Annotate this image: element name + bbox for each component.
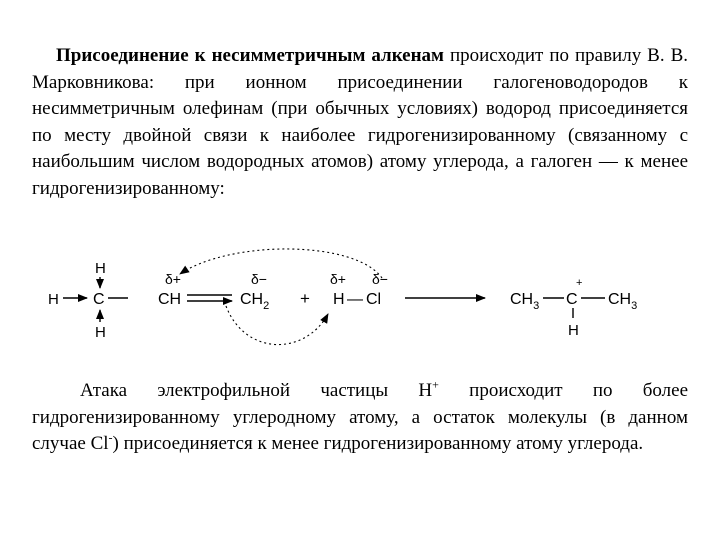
proton-charge: + xyxy=(432,377,439,392)
paragraph-markovnikov-rule xyxy=(32,43,688,202)
ch2-main: CH xyxy=(240,291,264,308)
plus-sign: + xyxy=(300,289,310,308)
product-h-bottom: H xyxy=(568,322,579,339)
paragraph-electrophile-attack xyxy=(32,378,688,458)
reagent-h: H xyxy=(333,291,345,308)
paragraph-bold-lead: Присоединение к несимметричным алкенам xyxy=(56,45,444,66)
reactant-delta-plus: δ+ xyxy=(165,271,181,287)
paragraph-body: происходит по правилу В. В. Марковникова: при ионном присоединении галогеноводородов к несимметричным олефинам (при обычных условиях) водород присоединяется по месту двойной связи к наиболее гидрогенизированному (связанному с наибольшим числом водородных атомов) атому углерода, а галоген — к менее гидрогенизированному: xyxy=(32,45,688,199)
ch3-right-main: CH xyxy=(608,291,632,308)
ch3-left-subscript: 3 xyxy=(533,300,540,312)
ch3-right-subscript: 3 xyxy=(631,300,638,312)
paragraph2-text-after: ) присоединяется к менее гидрогенизированному атому углерода. xyxy=(112,433,644,454)
reactant-ch2 xyxy=(240,291,269,312)
curved-arrow-bottom xyxy=(226,306,328,345)
reactant-delta-minus: δ− xyxy=(251,271,267,287)
paragraph2-text-middle: происходит по более гидрогенизированному углеродному атому, а остаток молекулы (в данном случае Cl xyxy=(32,380,688,454)
ch2-subscript: 2 xyxy=(263,300,270,312)
reagent-delta-minus: δ− xyxy=(372,271,388,287)
reagent-bond: — xyxy=(347,291,363,308)
reactant-h-top: H xyxy=(95,260,106,277)
ch3-left-main: CH xyxy=(510,291,534,308)
product-ch3-right xyxy=(608,291,637,312)
product-charge: + xyxy=(576,277,583,289)
product-c-center: C xyxy=(566,291,578,308)
reactant-ch: CH xyxy=(158,291,182,308)
reaction-scheme xyxy=(0,238,720,358)
reactant-c-center: C xyxy=(93,291,105,308)
reagent-cl: Cl xyxy=(366,291,382,308)
reagent-delta-plus: δ+ xyxy=(330,271,346,287)
curved-arrow-top xyxy=(180,249,382,278)
reactant-h-left: H xyxy=(48,291,59,308)
paragraph2-text-before: Атака электрофильной частицы H xyxy=(80,380,433,401)
reactant-h-bottom: H xyxy=(95,324,106,341)
product-ch3-left xyxy=(510,291,539,312)
chloride-charge: - xyxy=(108,430,113,445)
